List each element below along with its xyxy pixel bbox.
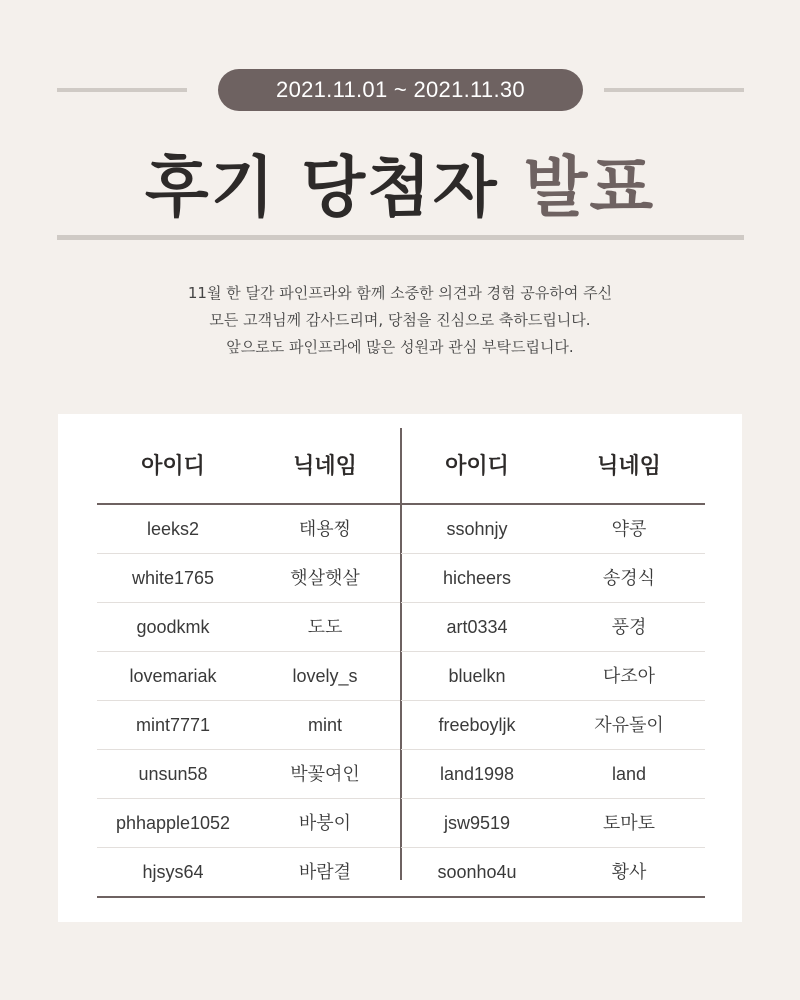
header-id: 아이디 bbox=[141, 454, 205, 479]
cell-id: unsun58 bbox=[138, 764, 208, 784]
table-row bbox=[401, 554, 705, 603]
cell-id: hicheers bbox=[442, 568, 512, 588]
table-row bbox=[401, 505, 705, 554]
table-row bbox=[401, 603, 705, 652]
cell-id: hjsys64 bbox=[142, 862, 204, 882]
header-rule-right bbox=[604, 88, 744, 92]
cell-id: goodkmk bbox=[136, 617, 210, 637]
table-row bbox=[97, 652, 401, 701]
cell-nickname: 송경식 bbox=[602, 568, 656, 588]
page-title bbox=[0, 138, 800, 238]
cell-nickname: 황사 bbox=[611, 862, 647, 882]
winners-column-left bbox=[97, 428, 401, 898]
cell-nickname: 도도 bbox=[307, 617, 343, 637]
cell-nickname: 토마토 bbox=[602, 813, 656, 833]
cell-nickname: 박꽃여인 bbox=[290, 764, 360, 784]
intro-line: 모든 고객님께 감사드리며, 당첨을 진심으로 축하드립니다. bbox=[209, 311, 591, 329]
cell-id: bluelkn bbox=[448, 666, 506, 686]
winners-column-right bbox=[401, 428, 705, 898]
cell-id: ssohnjy bbox=[446, 519, 508, 539]
cell-id: lovemariak bbox=[129, 666, 217, 686]
cell-nickname: 태용찡 bbox=[298, 519, 352, 539]
cell-id: art0334 bbox=[446, 617, 508, 637]
table-row bbox=[401, 652, 705, 701]
cell-nickname: 다조아 bbox=[602, 666, 656, 686]
cell-nickname: land bbox=[611, 764, 647, 784]
cell-nickname: 바람결 bbox=[298, 862, 352, 882]
cell-nickname: 자유돌이 bbox=[594, 715, 664, 735]
table-row bbox=[97, 799, 401, 848]
table-row bbox=[401, 750, 705, 799]
table-row bbox=[97, 848, 401, 898]
table-header bbox=[97, 428, 401, 505]
header-nickname: 닉네임 bbox=[293, 454, 357, 479]
table-header bbox=[401, 428, 705, 505]
date-range-badge: 2021.11.01 ~ 2021.11.30 bbox=[218, 69, 583, 111]
cell-id: leeks2 bbox=[146, 519, 200, 539]
cell-id: land1998 bbox=[439, 764, 515, 784]
cell-id: freeboyljk bbox=[438, 715, 516, 735]
winners-table bbox=[58, 414, 742, 922]
table-row bbox=[97, 505, 401, 554]
table-row bbox=[401, 799, 705, 848]
header-id: 아이디 bbox=[445, 454, 509, 479]
table-row bbox=[401, 701, 705, 750]
table-row bbox=[97, 554, 401, 603]
table-row bbox=[97, 603, 401, 652]
cell-nickname: 햇살햇살 bbox=[290, 568, 360, 588]
title-main: 후기 당첨자 bbox=[144, 149, 499, 226]
cell-id: white1765 bbox=[131, 568, 215, 588]
intro-line: 11월 한 달간 파인프라와 함께 소중한 의견과 경험 공유하여 주신 bbox=[187, 284, 613, 302]
cell-nickname: mint bbox=[307, 715, 342, 735]
intro-text bbox=[0, 280, 800, 361]
cell-id: mint7771 bbox=[135, 715, 211, 735]
cell-nickname: 약콩 bbox=[611, 519, 647, 539]
table-row bbox=[401, 848, 705, 898]
cell-nickname: lovely_s bbox=[292, 666, 358, 686]
intro-line: 앞으로도 파인프라에 많은 성원과 관심 부탁드립니다. bbox=[226, 338, 574, 356]
cell-id: jsw9519 bbox=[443, 813, 511, 833]
cell-id: soonho4u bbox=[437, 862, 517, 882]
cell-nickname: 바붕이 bbox=[298, 813, 352, 833]
title-underline bbox=[57, 235, 744, 240]
header-rule-left bbox=[57, 88, 187, 92]
table-row bbox=[97, 701, 401, 750]
header-nickname: 닉네임 bbox=[597, 454, 661, 479]
cell-nickname: 풍경 bbox=[611, 617, 647, 637]
table-row bbox=[97, 750, 401, 799]
cell-id: phhapple1052 bbox=[115, 813, 231, 833]
title-accent: 발표 bbox=[523, 149, 656, 226]
